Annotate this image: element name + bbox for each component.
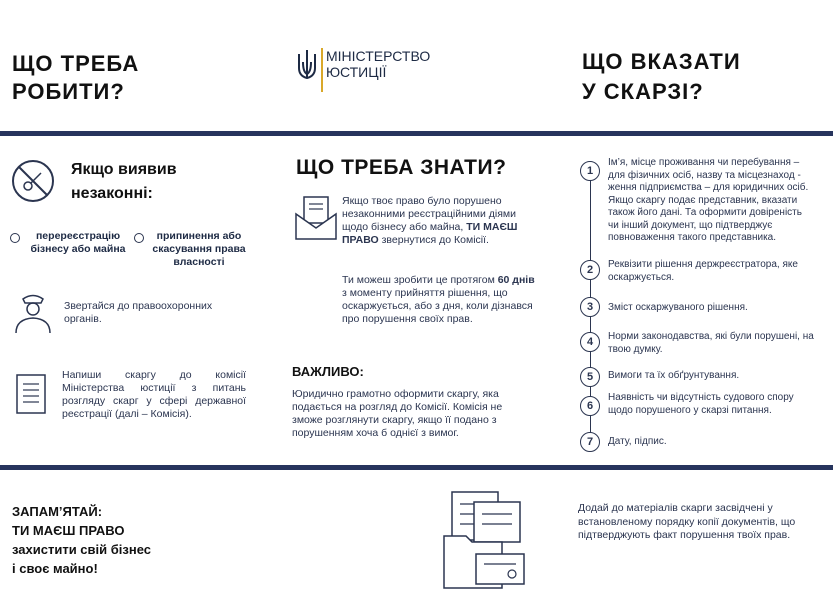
letter-envelope-icon (294, 194, 338, 242)
remember-line4: і своє майно! (12, 561, 98, 576)
bullet-circle-icon (134, 233, 144, 243)
step-text-7: Дату, підпис. (608, 436, 667, 447)
option-1 (10, 230, 130, 256)
step-number-2: 2 (580, 260, 600, 280)
important-title: ВАЖЛИВО: (292, 364, 364, 379)
step-number-3: 3 (580, 297, 600, 317)
if-title-line2: незаконні: (71, 185, 153, 202)
p2-text-a: Ти можеш зробити це протягом (342, 274, 498, 286)
right-title-line1: ЩО ВКАЗАТИ (582, 49, 741, 74)
step-text-2: Реквізити рішення держреєстратора, яке оскаржується. (608, 259, 798, 283)
document-icon (14, 372, 50, 416)
complaint-text: Напиши скаргу до комісії Міністерства юстиції з питань розгляду скарг у сфері державної реєстрації (далі – Комісія). (62, 369, 246, 420)
logo-text-line2: ЮСТИЦІЇ (326, 64, 387, 80)
p2-text-b: з моменту прийняття рішення, що оскаржується, або з дня, коли дізнався про порушення своїх прав. (342, 287, 533, 325)
option-2 (134, 230, 252, 269)
left-title-line2: РОБИТИ? (12, 79, 125, 104)
right-title (582, 47, 741, 107)
step-text-6: Наявність чи відсутність судового спору щодо порушеного у скарзі питання. (608, 392, 794, 416)
documents-stack-icon (442, 490, 528, 590)
right-paragraph-1 (342, 195, 542, 247)
p1-text-a: Якщо твоє право було порушено незаконними реєстраційними діями щодо бізнесу або майна, (342, 195, 516, 233)
right-title-line2: У СКАРЗІ? (582, 79, 704, 104)
remember-line1: ЗАПАМ’ЯТАЙ: (12, 504, 103, 519)
logo-text-line1: МІНІСТЕРСТВО (326, 48, 431, 64)
trident-icon (296, 48, 318, 82)
p2-bold: 60 днів (497, 274, 535, 286)
step-number-6: 6 (580, 396, 600, 416)
footer-note: Додай до матеріалів скарги засвідчені у встановленому порядку копії документів, що підтверджують факт порушення твоїх прав. (578, 502, 796, 541)
left-title-line1: ЩО ТРЕБА (12, 51, 140, 76)
step-number-7: 7 (580, 432, 600, 452)
step-text-5: Вимоги та їх обґрунтування. (608, 370, 740, 381)
right-paragraph-2 (342, 274, 542, 326)
bullet-circle-icon (10, 233, 20, 243)
top-divider (0, 131, 833, 136)
option-2-text: припинення або скасування права власності (152, 230, 246, 268)
step-number-5: 5 (580, 367, 600, 387)
remember-block (12, 502, 151, 578)
if-title (71, 158, 177, 206)
center-title: ЩО ТРЕБА ЗНАТИ? (296, 156, 507, 179)
step-number-4: 4 (580, 332, 600, 352)
p1-text-b: звернутися до Комісії. (378, 234, 489, 246)
ministry-logo (296, 46, 436, 94)
important-text: Юридично грамотно оформити скаргу, яка подається на розгляд до Комісії. Комісія не зможе розглянути скаргу, якщо її подано з порушенням хоча б однієї з вимог. (292, 388, 503, 439)
left-title (12, 50, 139, 106)
police-text: Звертайся до правоохоронних органів. (64, 300, 213, 325)
step-text-4: Норми законодавства, які були порушені, на твою думку. (608, 331, 814, 355)
step-text-3: Зміст оскаржуваного рішення. (608, 302, 748, 313)
remember-line2: ТИ МАЄШ ПРАВО (12, 523, 125, 538)
step-number-1: 1 (580, 161, 600, 181)
p1-bold: ТИ МАЄШ ПРАВО (342, 221, 518, 246)
prohibited-keys-icon (10, 158, 56, 204)
step-text-1: Ім’я, місце проживання чи перебування – для фізичних осіб, назву та місцезнаход - ження підприємства – для юридичних осіб. Якщо скаргу подає представник, вказати також його дані. Та оформити довіреність чи інший документ, що підтверджує повноваження такого представника. (608, 157, 809, 243)
if-title-line1: Якщо виявив (71, 161, 177, 178)
option-1-text: перереєстрацію бізнесу або майна (30, 230, 126, 255)
police-officer-icon (10, 289, 56, 335)
logo-divider (321, 48, 323, 92)
bottom-divider (0, 465, 833, 470)
remember-line3: захистити свій бізнес (12, 542, 151, 557)
